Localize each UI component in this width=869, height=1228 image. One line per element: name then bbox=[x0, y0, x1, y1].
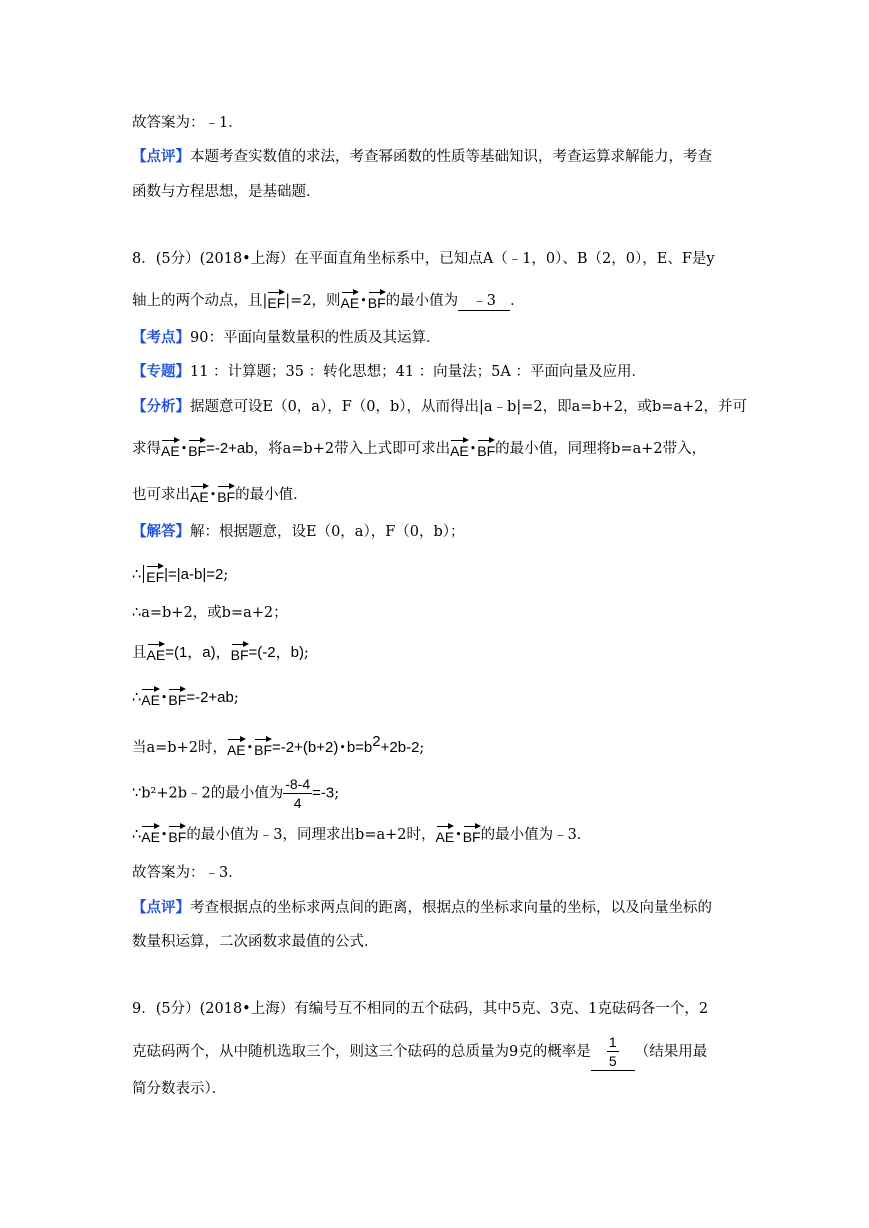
dot-operator: • bbox=[160, 828, 168, 841]
step6-text: b²+2b﹣2的最小值为 bbox=[141, 785, 284, 802]
vector-ae: AE bbox=[227, 737, 246, 758]
comment-text: 本题考查实数值的求法，考查幂函数的性质等基础知识，考查运算求解能力，考查 bbox=[190, 149, 712, 165]
zhuanti-line bbox=[132, 362, 646, 382]
step-5 bbox=[132, 732, 424, 758]
step5-pre: 当a=b+2时， bbox=[132, 739, 227, 756]
q9-line1: 9．(5分）(2018•上海）有编号互不相同的五个砝码，其中5克、3克、1克砝码各一个，2 bbox=[132, 1001, 709, 1017]
step3-pre: 且 bbox=[132, 645, 147, 661]
vector-ef: EF bbox=[146, 564, 164, 585]
step5-end: ; bbox=[419, 739, 425, 756]
zhuanti-tag: 【专题】 bbox=[132, 363, 190, 380]
vector-bf: BF bbox=[368, 290, 386, 311]
step5-superscript: 2 bbox=[372, 733, 381, 750]
comment-tag: 【点评】 bbox=[132, 148, 190, 165]
step7-text-a: 的最小值为﹣3，同理求出b=a+2时， bbox=[186, 827, 436, 843]
vector-bf: BF bbox=[254, 737, 272, 758]
vector-ae: AE bbox=[161, 438, 180, 459]
dot-operator: • bbox=[339, 740, 346, 754]
q8-stem-text-a: 轴上的两个动点，且| bbox=[132, 293, 268, 309]
dot-operator: • bbox=[360, 294, 367, 307]
dianping-line1 bbox=[132, 898, 712, 918]
kaodian-text: 90：平面向量数量积的性质及其运算． bbox=[190, 330, 441, 346]
step3-end: ; bbox=[303, 645, 309, 661]
fraction-denominator: 4 bbox=[293, 795, 302, 811]
dot-operator: • bbox=[469, 442, 477, 455]
vector-ae: AE bbox=[190, 484, 209, 505]
step-4 bbox=[132, 687, 239, 708]
dot-operator: • bbox=[246, 740, 254, 754]
dot-operator: • bbox=[180, 442, 188, 455]
fraction-numerator: 1 bbox=[608, 1034, 617, 1050]
step5-expression-c: +2b-2 bbox=[380, 738, 420, 756]
kaodian-tag: 【考点】 bbox=[132, 329, 190, 346]
jieda-tag: 【解答】 bbox=[132, 523, 190, 540]
dianping-tag: 【点评】 bbox=[132, 899, 190, 916]
step-1 bbox=[132, 564, 228, 585]
step-3 bbox=[132, 642, 309, 663]
vector-ae: AE bbox=[141, 824, 160, 845]
zhuanti-text: 11 ：计算题；35 ：转化思想；41 ：向量法；5A ：平面向量及应用． bbox=[190, 364, 646, 380]
answer-blank bbox=[591, 1033, 635, 1071]
therefore-symbol: ∴ bbox=[132, 690, 142, 706]
fenxi-text-2c: 的最小值，同理将b=a+2带入， bbox=[495, 441, 707, 457]
step6-end: ; bbox=[334, 785, 340, 802]
step7-text-b: 的最小值为﹣3． bbox=[480, 827, 592, 843]
fraction bbox=[283, 775, 312, 812]
vector-bf: BF bbox=[168, 687, 186, 708]
vector-ae: AE bbox=[141, 687, 160, 708]
fenxi-text-2b: ，将a=b+2带入上式即可求出 bbox=[253, 441, 451, 457]
vector-ae: AE bbox=[436, 824, 455, 845]
dianping-line2: 数量积运算，二次函数求最值的公式． bbox=[132, 934, 379, 950]
jieda-line bbox=[132, 522, 465, 542]
vector-ae: AE bbox=[147, 642, 166, 663]
step4-expression: =-2+ab bbox=[186, 689, 234, 706]
fraction-numerator: -8-4 bbox=[285, 776, 311, 792]
fenxi-line2 bbox=[132, 438, 706, 459]
vector-ae: AE bbox=[341, 290, 360, 311]
fenxi-text-3b: 的最小值． bbox=[235, 487, 308, 503]
vector-bf: BF bbox=[477, 438, 495, 459]
fenxi-line3 bbox=[132, 484, 308, 505]
q9-line2 bbox=[132, 1033, 707, 1071]
q9-line3: 简分数表示）． bbox=[132, 1081, 227, 1097]
comment-line-2: 函数与方程思想，是基础题． bbox=[132, 184, 321, 200]
abs-bar bbox=[143, 565, 144, 583]
dot-operator: • bbox=[209, 488, 217, 501]
fraction bbox=[607, 1033, 619, 1070]
step3-ae-coords: =(1，a)， bbox=[165, 644, 231, 661]
step6-result: =-3 bbox=[312, 784, 335, 802]
vector-bf: BF bbox=[231, 642, 249, 663]
therefore-symbol: ∴ bbox=[132, 567, 142, 583]
therefore-symbol: ∴ bbox=[132, 827, 142, 843]
comment-paragraph bbox=[132, 147, 712, 167]
q8-stem-line2 bbox=[132, 290, 525, 311]
because-symbol: ∵ bbox=[132, 785, 142, 802]
step-2: ∴a=b+2，或b=a+2； bbox=[132, 605, 288, 621]
vector-bf: BF bbox=[463, 824, 481, 845]
dot-operator: • bbox=[455, 828, 462, 841]
jieda-text: 解：根据题意，设E（0，a），F（0，b）； bbox=[190, 524, 465, 540]
fenxi-expression: =-2+ab bbox=[206, 440, 254, 457]
vector-bf: BF bbox=[168, 824, 186, 845]
answer-blank: ﹣3 bbox=[458, 292, 510, 311]
fenxi-tag: 【分析】 bbox=[132, 398, 190, 415]
vector-bf: BF bbox=[217, 484, 235, 505]
step4-end: ; bbox=[233, 690, 239, 706]
dot-operator: • bbox=[160, 691, 168, 704]
q9-text-b: （结果用最 bbox=[634, 1044, 708, 1060]
previous-answer: 故答案为：﹣1． bbox=[132, 115, 243, 131]
fenxi-text-1: 据题意可设E（0，a），F（0，b），从而得出|a﹣b|=2，即a=b+2，或b=a+2，并可 bbox=[190, 399, 747, 415]
q9-text-a: 克砝码两个，从中随机选取三个，则这三个砝码的总质量为9克的概率是 bbox=[132, 1044, 591, 1060]
step1-expression: |=|a-b|=2 bbox=[164, 566, 224, 583]
q8-stem-line1: 8．(5分）(2018•上海）在平面直角坐标系中，已知点A（﹣1，0）、B（2，0），E、F是y bbox=[132, 251, 715, 267]
step-7 bbox=[132, 824, 591, 845]
fenxi-text-2a: 求得 bbox=[132, 441, 161, 457]
dianping-text: 考查根据点的坐标求两点间的距离，根据点的坐标求向量的坐标，以及向量坐标的 bbox=[190, 900, 712, 916]
fraction-denominator: 5 bbox=[608, 1053, 617, 1069]
step1-end: ; bbox=[223, 567, 229, 583]
q8-stem-text-c: 的最小值为 bbox=[385, 293, 459, 309]
q8-stem-text-d: ． bbox=[510, 293, 525, 309]
step5-expression-b: b=b bbox=[346, 738, 373, 756]
kaodian-line bbox=[132, 328, 440, 348]
step3-bf-coords: =(-2，b) bbox=[248, 644, 304, 661]
fenxi-line1 bbox=[132, 397, 747, 417]
vector-ae: AE bbox=[450, 438, 469, 459]
step5-expression-a: =-2+(b+2) bbox=[272, 738, 339, 756]
q8-stem-text-b: |=2，则 bbox=[285, 293, 341, 309]
step-6 bbox=[132, 775, 339, 812]
vector-ef: EF bbox=[267, 290, 285, 311]
vector-bf: BF bbox=[188, 438, 206, 459]
q8-answer: 故答案为：﹣3． bbox=[132, 865, 243, 881]
fenxi-text-3a: 也可求出 bbox=[132, 487, 190, 503]
